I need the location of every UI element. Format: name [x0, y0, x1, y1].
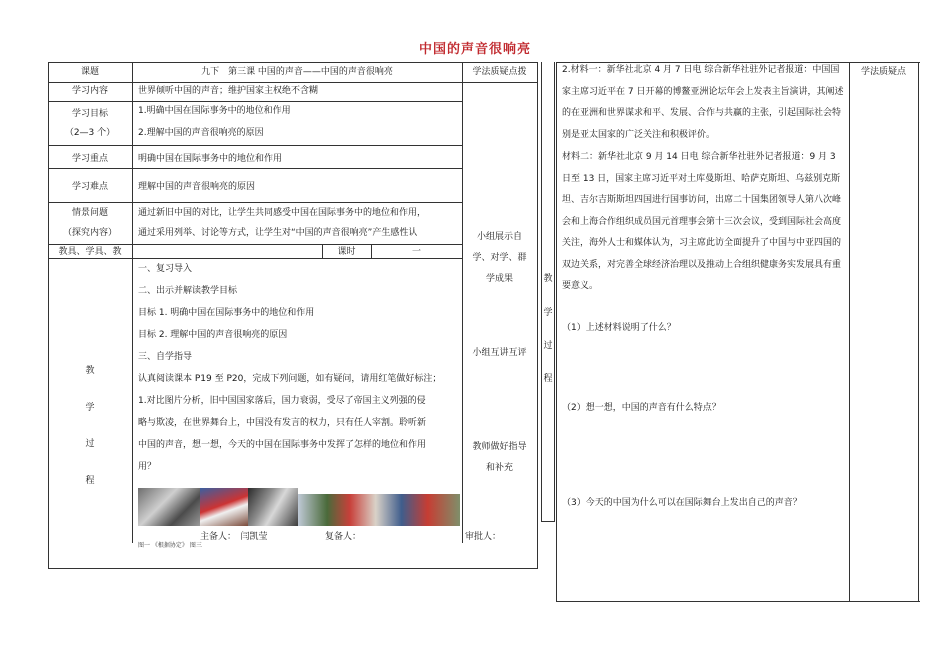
process-label-char-4: 程 [85, 476, 95, 486]
process-line-7: 1.对比图片分析，旧中国国家落后，国力衰弱，受尽了帝国主义列强的侵 [138, 396, 426, 406]
method-question-column-header: 学法质疑点拨 [472, 67, 527, 77]
material-2: 材料二：新华社北京 9 月 14 日电 综合新华社驻外记者报道：9 月 3 日至 13 日，国家主席习近平对土库曼斯坦、哈萨克斯坦、乌兹别克斯坦、吉尔吉斯斯坦四国进行国事访问，出席二十国集团领导人第八次峰会和上海合作组织成员国元首理事会第十三次会议，受到国际社会高度关注，海外人士和媒体认为，习主席此访全面提升了中国与中亚四国的双边关系，对完善全球经济治理以及推动上合组织健康务实发展具有重要意义。 [562, 152, 842, 291]
process-line-9: 中国的声音，想一想，今天的中国在国际事务中发挥了怎样的地位和作用 [138, 440, 427, 450]
process-line-3: 目标 1. 明确中国在国际事务中的地位和作用 [138, 308, 315, 318]
history-photo-3 [248, 488, 298, 526]
history-photo-4 [298, 494, 460, 526]
process-line-8: 略与欺凌，在世界舞台上，中国没有发言的权力，只有任人宰割。聆听新 [138, 418, 427, 428]
document-title: 中国的声音很响亮 [418, 42, 531, 57]
goal-2: 2.理解中国的声音很响亮的原因 [138, 128, 264, 138]
main-preparer: 主备人： 闫凯莹 [200, 532, 268, 542]
process-label-char-1: 教 [85, 366, 95, 376]
goal-1: 1.明确中国在国际事务中的地位和作用 [138, 106, 291, 116]
question-3: （3）今天的中国为什么可以在国际舞台上发出自己的声音？ [562, 498, 802, 508]
scenario-line-1: 通过新旧中国的对比，让学生共同感受中国在国际事务中的地位和作用， [138, 208, 427, 218]
class-hours-label: 课时 [337, 247, 356, 257]
process-line-10: 用？ [138, 462, 157, 472]
difficulty-label: 学习难点 [71, 182, 108, 192]
content-value: 世界倾听中国的声音；维护国家主权绝不含糊 [138, 86, 319, 96]
process-line-4: 目标 2. 理解中国的声音很响亮的原因 [138, 330, 288, 340]
process-line-6: 认真阅读课本 P19 至 P20，完成下列问题，如有疑问，请用红笔做好标注； [138, 374, 442, 384]
note-1-line-2: 学、对学、群 [472, 253, 527, 263]
note-2: 小组互讲互评 [472, 348, 527, 358]
question-2: （2）想一想，中国的声音有什么特点？ [562, 403, 721, 413]
right-process-char-3: 过 [543, 341, 553, 351]
process-line-1: 一、复习导入 [138, 264, 193, 274]
key-point-value: 明确中国在国际事务中的地位和作用 [138, 154, 283, 164]
right-question-column-header: 学法质疑点 [860, 67, 906, 77]
note-1-line-3: 学成果 [485, 274, 513, 284]
process-line-5: 三、自学指导 [138, 352, 193, 362]
difficulty-value: 理解中国的声音很响亮的原因 [138, 182, 256, 192]
course-value: 九下 第三课 中国的声音——中国的声音很响亮 [201, 67, 393, 77]
secondary-preparer: 复备人： [325, 532, 362, 542]
scenario-value [138, 204, 461, 244]
history-photo-2 [200, 488, 248, 526]
history-photo-1 [138, 488, 200, 526]
note-1-line-1: 小组展示自 [476, 232, 522, 242]
content-label: 学习内容 [71, 86, 108, 96]
goals-label-count: （2—3 个） [64, 128, 116, 138]
course-label: 课题 [80, 67, 99, 77]
scenario-line-2: 通过采用列举、讨论等方式，让学生对“中国的声音很响亮”产生感性认 [138, 228, 418, 238]
picture-caption: 图一 《根据协定》 图三 [138, 542, 202, 549]
right-process-char-2: 学 [543, 308, 553, 318]
process-line-2: 二、出示并解读教学目标 [138, 286, 238, 296]
approver: 审批人： [465, 532, 502, 542]
process-label-char-3: 过 [85, 439, 95, 449]
teaching-aids-label: 教具、学具、教 [58, 247, 122, 257]
process-label-char-2: 学 [85, 403, 95, 413]
right-process-char-1: 教 [543, 274, 553, 284]
note-3-line-1: 教师做好指导 [472, 442, 527, 452]
key-point-label: 学习重点 [71, 154, 108, 164]
right-process-char-4: 程 [543, 374, 553, 384]
question-1: （1）上述材料说明了什么？ [562, 323, 676, 333]
material-1: 2.材料一：新华社北京 4 月 7 日电 综合新华社驻外记者报道：中国国家主席习近平在 7 日开幕的博鳌亚洲论坛年会上发表主旨演讲，其阐述的在亚洲和世界谋求和平、发展、合作与共赢的主张，引起国际社会特别是亚太国家的广泛关注和积极评价。 [562, 65, 844, 140]
class-hours-value: 一 [411, 247, 421, 257]
note-3-line-2: 和补充 [485, 463, 513, 473]
scenario-label-sub: （探究内容） [62, 228, 117, 238]
goals-label: 学习目标 [71, 109, 108, 119]
scenario-label: 情景问题 [71, 208, 108, 218]
